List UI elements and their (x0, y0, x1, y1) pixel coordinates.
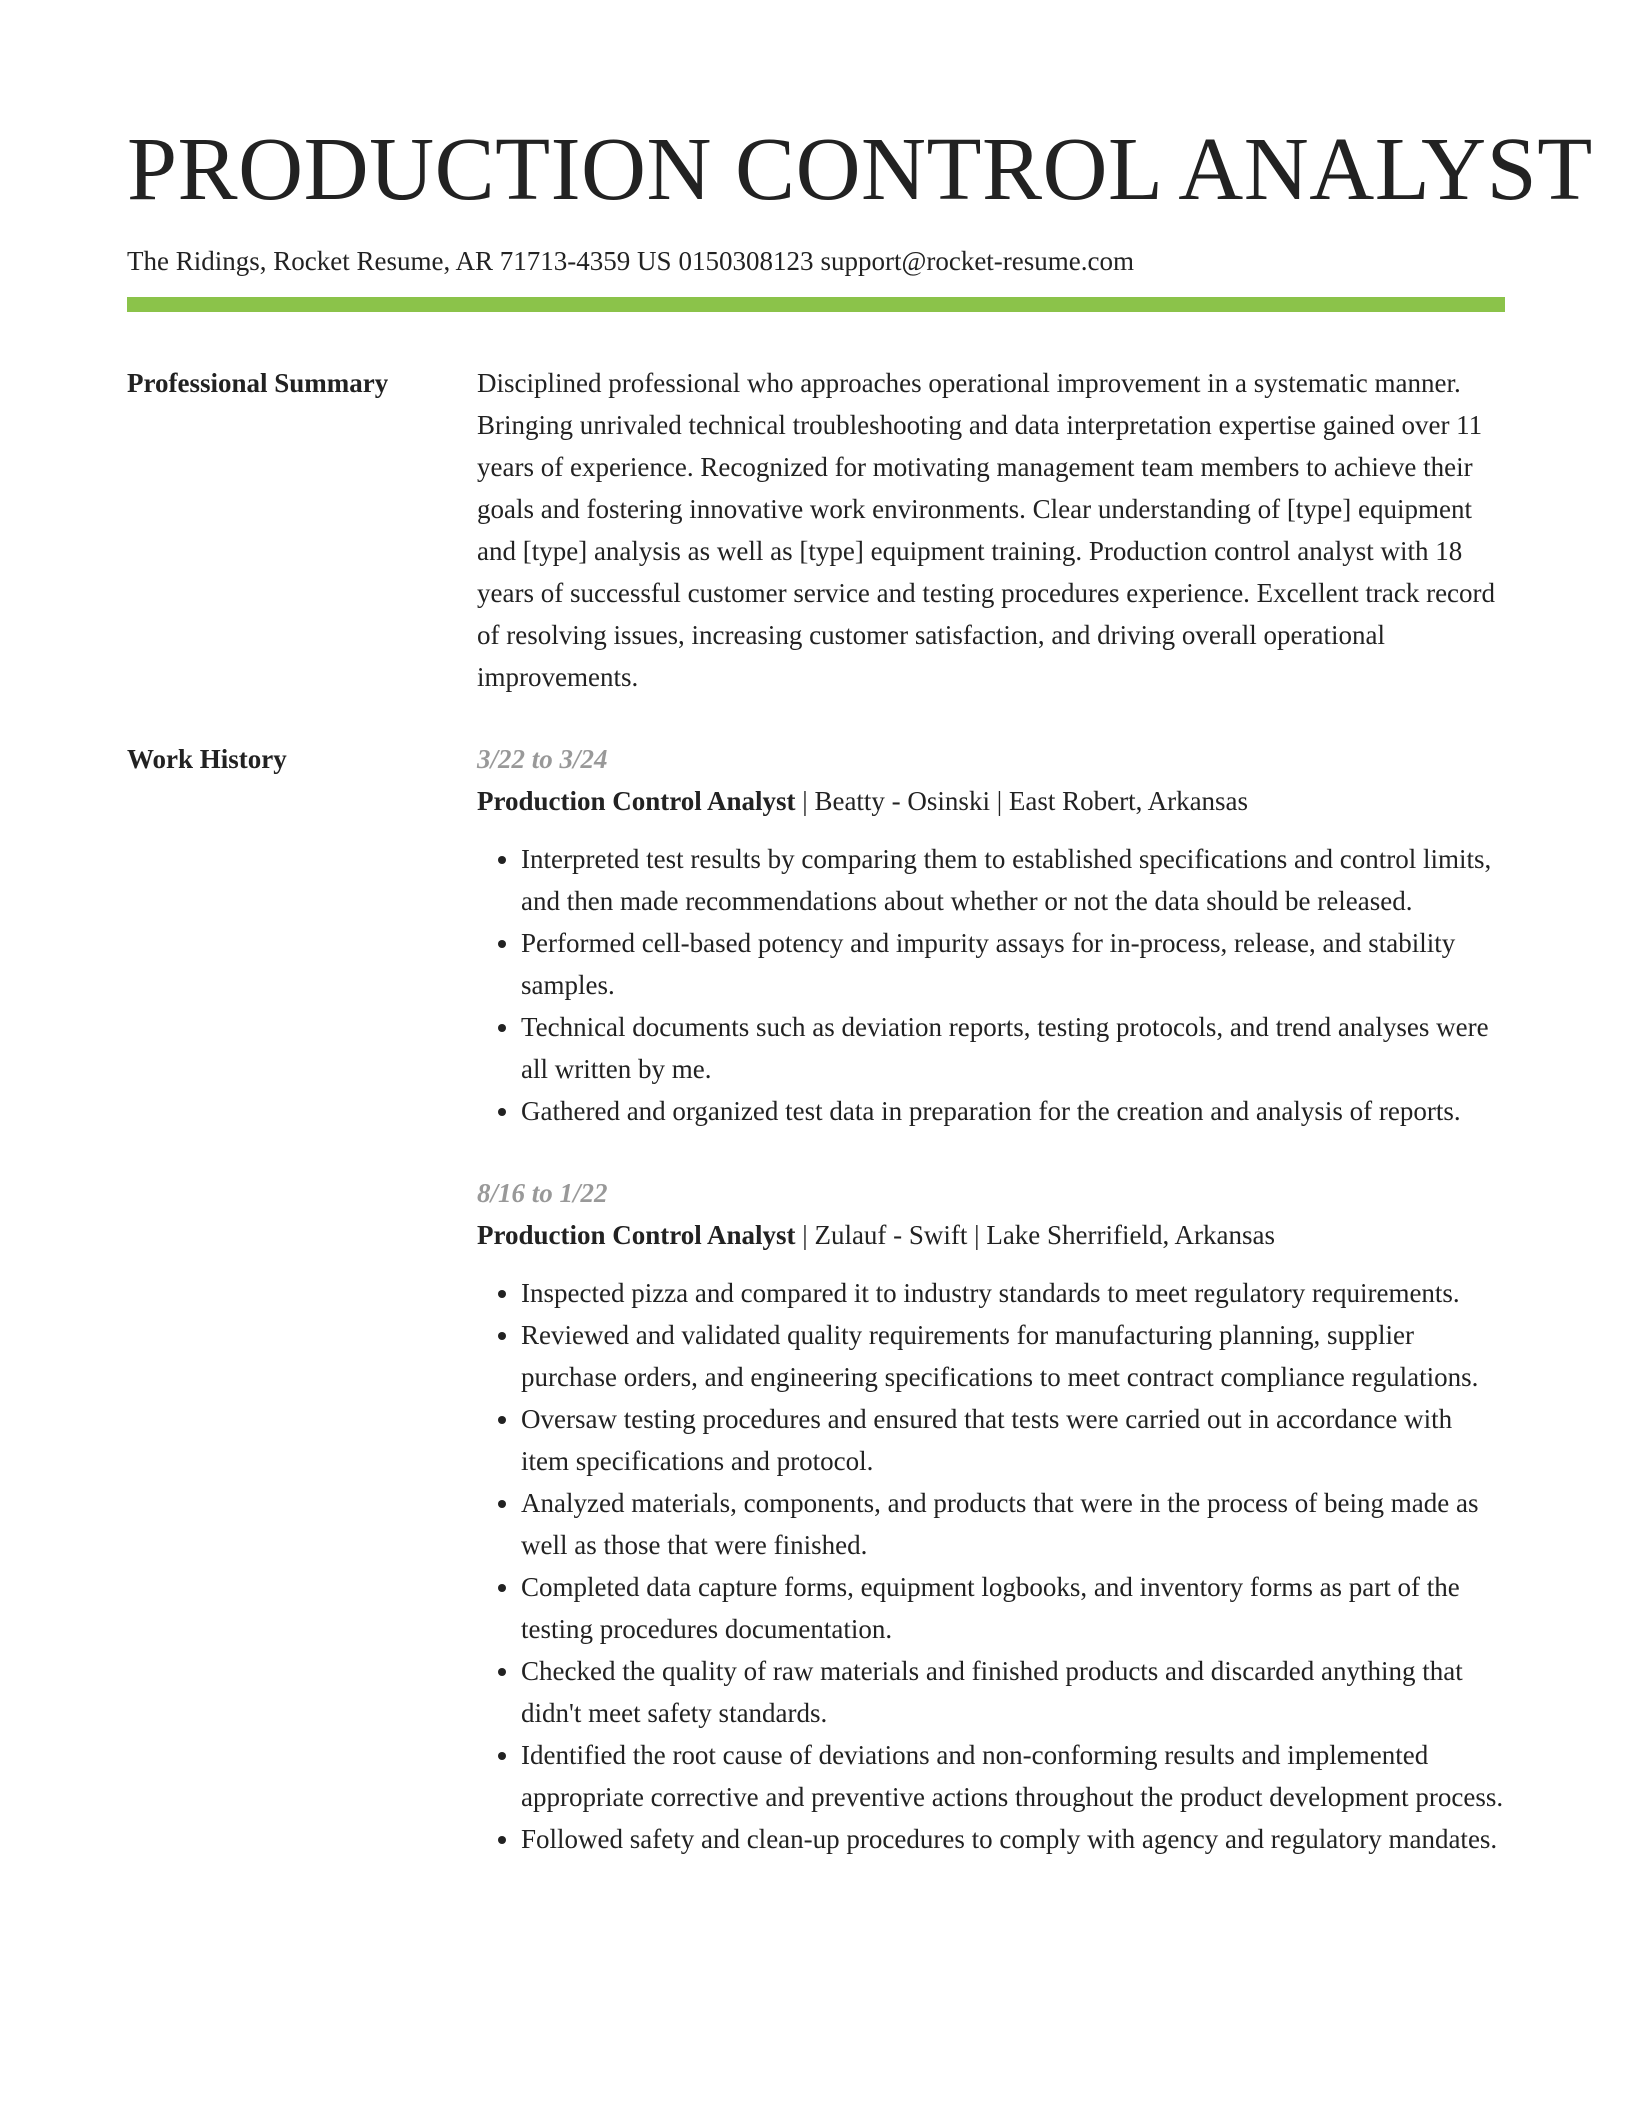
work-history-body (477, 738, 1505, 1860)
phone-text: 0150308123 (678, 246, 814, 276)
job-bullet: • Reviewed and validated quality requirements for manufacturing planning, supplier purchase orders, and engineering specifications to meet contract compliance regulations. (521, 1314, 1505, 1398)
job-bullet: • Oversaw testing procedures and ensured that tests were carried out in accordance with item specifications and protocol. (521, 1398, 1505, 1482)
job-bullet: • Gathered and organized test data in preparation for the creation and analysis of reports. (521, 1090, 1505, 1132)
job-bullet: • Interpreted test results by comparing them to established specifications and control limits, and then made recommendations about whether or not the data should be released. (521, 838, 1505, 922)
job-entry (477, 738, 1505, 1132)
summary-section (127, 362, 1505, 698)
candidate-name: PRODUCTION CONTROL ANALYST (127, 120, 1593, 219)
job-company-location: | Zulauf - Swift | Lake Sherrifield, Arkansas (795, 1220, 1275, 1250)
job-bullet-list (477, 838, 1505, 1132)
job-heading (477, 780, 1505, 822)
job-company-location: | Beatty - Osinski | East Robert, Arkansas (795, 786, 1249, 816)
job-bullet: • Followed safety and clean-up procedures to comply with agency and regulatory mandates. (521, 1818, 1505, 1860)
work-history-section (127, 738, 1505, 1860)
job-bullet: • Identified the root cause of deviations and non-conforming results and implemented appropriate corrective and preventive actions throughout the product development process. (521, 1734, 1505, 1818)
summary-text: Disciplined professional who approaches operational improvement in a systematic manner. Bringing unrivaled technical troubleshooting and data interpretation expertise gained over 11 years of experience. Recognized for motivating management team members to achieve their goals and fostering innovative work environments. Clear understanding of [type] equipment and [type] analysis as well as [type] equipment training. Production control analyst with 18 years of successful customer service and testing procedures experience. Excellent track record of resolving issues, increasing customer satisfaction, and driving overall operational improvements. (477, 368, 1496, 692)
job-entry (477, 1172, 1505, 1860)
job-bullet: • Technical documents such as deviation reports, testing protocols, and trend analyses were all written by me. (521, 1006, 1505, 1090)
job-bullet: • Inspected pizza and compared it to industry standards to meet regulatory requirements. (521, 1272, 1505, 1314)
job-dates: 8/16 to 1/22 (477, 1178, 608, 1208)
job-bullet-list (477, 1272, 1505, 1860)
job-bullet: • Checked the quality of raw materials and finished products and discarded anything that didn't meet safety standards. (521, 1650, 1505, 1734)
job-title: Production Control Analyst (477, 786, 796, 816)
job-bullet: • Performed cell-based potency and impurity assays for in-process, release, and stability samples. (521, 922, 1505, 1006)
job-title: Production Control Analyst (477, 1220, 796, 1250)
job-bullet: • Completed data capture forms, equipment logbooks, and inventory forms as part of the testing procedures documentation. (521, 1566, 1505, 1650)
email-text: support@rocket-resume.com (820, 246, 1135, 276)
job-bullet: • Analyzed materials, components, and products that were in the process of being made as well as those that were finished. (521, 1482, 1505, 1566)
address-text: The Ridings, Rocket Resume, AR 71713-4359 US (127, 246, 672, 276)
accent-divider (127, 297, 1505, 312)
contact-line (127, 244, 1505, 278)
summary-body (477, 362, 1505, 698)
job-heading (477, 1214, 1505, 1256)
summary-heading: Professional Summary (127, 368, 389, 398)
job-dates: 3/22 to 3/24 (477, 744, 608, 774)
work-history-heading: Work History (127, 744, 287, 774)
